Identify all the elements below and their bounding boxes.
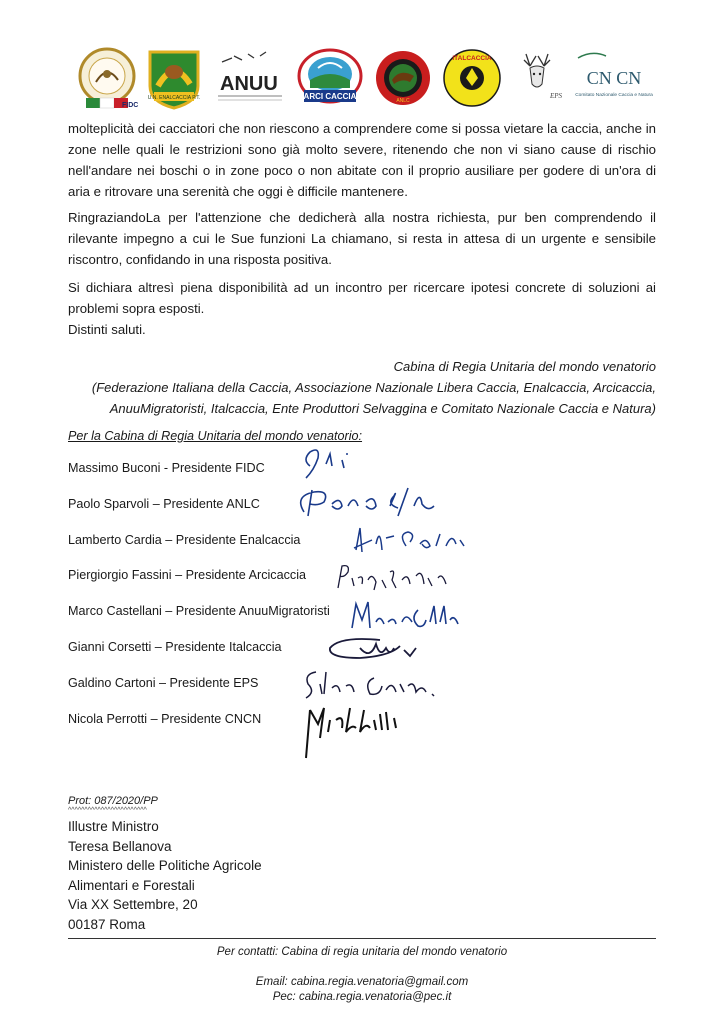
italcaccia-logo bbox=[442, 46, 502, 112]
paragraph-2: RingraziandoLa per l'attenzione che dedicherà alla nostra richiesta, pur ben comprendendo il rilevante impegno a cui le Sue funzioni La chiamano, si resta in attesa di un urgente e sensibile riscontro, confidando in una risposta positiva. bbox=[68, 210, 656, 267]
address-line-5: Via XX Settembre, 20 bbox=[68, 897, 198, 913]
signature-members-1: (Federazione Italiana della Caccia, Associazione Nazionale Libera Caccia, Enalcaccia, Arcicaccia, bbox=[91, 380, 656, 395]
letter-body-3 bbox=[68, 277, 656, 340]
letter-body-2 bbox=[68, 207, 656, 270]
signature-block bbox=[56, 356, 656, 419]
signer-7: Galdino Cartoni – Presidente EPS bbox=[68, 676, 259, 690]
footer-divider bbox=[68, 938, 656, 939]
fidc-logo-text: FIDC bbox=[122, 102, 139, 109]
footer-email[interactable]: Email: cabina.regia.venatoria@gmail.com bbox=[255, 976, 469, 988]
signer-8: Nicola Perrotti – Presidente CNCN bbox=[68, 712, 262, 726]
enalcaccia-logo bbox=[144, 46, 204, 112]
signature-fassini bbox=[330, 558, 460, 594]
cncn-logo-subtitle: Comitato Nazionale Caccia e Natura bbox=[575, 93, 653, 98]
signer-6: Gianni Corsetti – Presidente Italcaccia bbox=[68, 640, 282, 654]
protocol: Prot: 087/2020/PP bbox=[68, 795, 158, 807]
address-line-2: Teresa Bellanova bbox=[68, 838, 172, 854]
signature-perrotti bbox=[300, 698, 410, 768]
arcicaccia-logo-text: ARCI CACCIA bbox=[303, 92, 357, 101]
signer-3: Lamberto Cardia – Presidente Enalcaccia bbox=[68, 533, 301, 547]
eps-logo bbox=[510, 46, 564, 112]
anuu-logo bbox=[214, 46, 286, 112]
letter-body bbox=[68, 118, 656, 202]
address-line-3: Ministero delle Politiche Agricole bbox=[68, 858, 262, 874]
footer-contacts: Per contatti: Cabina di regia unitaria del mondo venatorio bbox=[216, 946, 508, 958]
signer-1: Massimo Buconi - Presidente FIDC bbox=[68, 461, 265, 475]
anlc-logo-text: ANLC bbox=[396, 98, 410, 104]
arcicaccia-logo bbox=[296, 46, 364, 112]
signer-5: Marco Castellani – Presidente AnuuMigratoristi bbox=[68, 604, 330, 618]
signature-buconi bbox=[296, 440, 376, 484]
eps-logo-text: EPS bbox=[550, 92, 563, 100]
signature-cardia bbox=[346, 520, 476, 560]
italcaccia-logo-text: ITALCACCIA bbox=[452, 55, 492, 62]
cncn-logo bbox=[572, 46, 656, 112]
signature-sparvoli bbox=[294, 482, 444, 524]
footer-pec[interactable]: Pec: cabina.regia.venatoria@pec.it bbox=[272, 991, 452, 1003]
enalcaccia-logo-text: U.N. ENALCACCIA P.T. bbox=[147, 95, 201, 101]
anuu-logo-text: ANUU bbox=[220, 73, 278, 95]
address-line-6: 00187 Roma bbox=[68, 916, 146, 932]
closing: Distinti saluti. bbox=[68, 322, 146, 337]
cncn-logo-text: CN CN bbox=[586, 68, 642, 88]
logo-row bbox=[76, 46, 656, 114]
signature-corsetti bbox=[320, 630, 430, 666]
anlc-logo bbox=[374, 46, 432, 112]
per-label: Per la Cabina di Regia Unitaria del mondo venatorio: bbox=[68, 429, 363, 443]
address-line-1: Illustre Ministro bbox=[68, 819, 159, 834]
protocol-marks: ^^^^^^^^^^^^^^^^^^^^^^^^ bbox=[68, 807, 147, 814]
signer-4: Piergiorgio Fassini – Presidente Arcicaccia bbox=[68, 568, 306, 582]
paragraph-3: Si dichiara altresì piena disponibilità ad un incontro per ricercare ipotesi concrete di soluzioni ai problemi sopra esposti. bbox=[68, 280, 656, 316]
address-line-4: Alimentari e Forestali bbox=[68, 877, 195, 893]
address-block bbox=[68, 817, 262, 935]
paragraph-1: molteplicità dei cacciatori che non riescono a comprendere come si possa vietare la caccia, anche in zone nelle quali le restrizioni sono già molto severe, ritenendo che non vi siano cause di rischio nell'andare nei boschi o in zone poco o non abitate con il proprio ausiliare per godere di un'ora di aria e ritrovare una serenità che oggi è difficile mantenere. bbox=[68, 121, 656, 199]
signer-2: Paolo Sparvoli – Presidente ANLC bbox=[68, 497, 260, 511]
signature-members-2: AnuuMigratoristi, Italcaccia, Ente Produttori Selvaggina e Comitato Nazionale Caccia e Natura) bbox=[109, 401, 656, 416]
signature-title: Cabina di Regia Unitaria del mondo venatorio bbox=[393, 359, 656, 374]
fidc-logo bbox=[78, 46, 139, 112]
